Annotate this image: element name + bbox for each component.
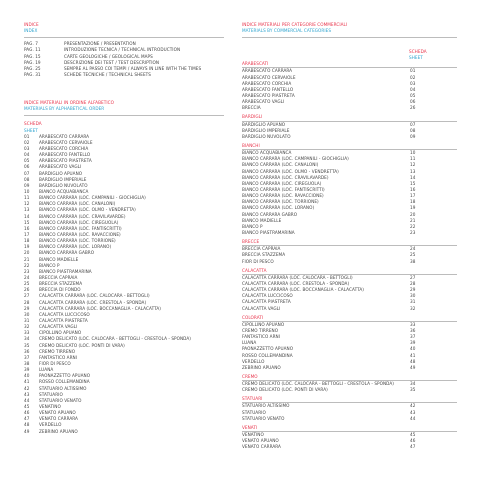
category-item[interactable]: CALACATTA LUCCICOSO 30 <box>242 293 416 299</box>
category-item[interactable]: STATUARIO ALTISSIMO 42 <box>242 403 416 409</box>
category-item[interactable]: ARABESCATO VAGLI 06 <box>242 99 416 105</box>
sheet-label-it: SCHEDA <box>409 49 427 54</box>
material-row[interactable]: 46 VENATO APUANO <box>24 410 76 416</box>
material-row[interactable]: 42 STATUARIO ALTISSIMO <box>24 385 87 391</box>
material-row[interactable]: 05 ARABESCATO PIASTRETA <box>24 158 92 164</box>
category-item[interactable]: BIANCO CARRARA (LOC. LORANO) 19 <box>242 205 416 211</box>
category-name: STATUARI <box>242 396 263 402</box>
material-row[interactable]: 31 CALACATTA PIASTRETA <box>24 318 88 323</box>
index-row[interactable]: PAG. 7 PRESENTAZIONE / PRESENTATION <box>24 41 136 47</box>
material-row[interactable]: 45 VENATINO <box>24 403 61 409</box>
category-bardigli <box>242 114 457 140</box>
category-item[interactable]: ARABESCATO CARRARA 01 <box>242 68 416 74</box>
category-item[interactable]: BARDIGLIO IMPERIALE 08 <box>242 127 416 133</box>
category-venati <box>242 425 457 451</box>
category-item[interactable]: CREMO DELICATO (LOC. PONTI DI VARA) 35 <box>242 387 416 393</box>
category-item[interactable]: BIANCO P 22 <box>242 223 416 229</box>
category-item[interactable]: STATUARIO VENATO 44 <box>242 415 416 421</box>
category-item[interactable]: BIANCO CARRARA (LOC. CANALONI) 12 <box>242 162 416 168</box>
alpha-title-it: INDICE MATERIALI IN ORDINE ALFABETICO <box>24 100 114 106</box>
category-title-en: MATERIALS BY COMMERCIAL CATEGORIES <box>242 28 332 34</box>
category-item[interactable]: PAONAZZETTO APUANO 40 <box>242 346 416 352</box>
material-row[interactable]: 11 BIANCO CARRARA (LOC. CAMPANILI - GIOCHIGLIA) <box>24 195 146 201</box>
category-item[interactable]: CREMO TIRRENO 36 <box>242 327 416 333</box>
material-row[interactable]: 19 BIANCO CARRARA (LOC. LORANO) <box>24 244 112 250</box>
category-item[interactable]: CREMO DELICATO (LOC. CALOCARA - BETTOGLI - CRESTOLA - SPONDA) 34 <box>242 381 416 387</box>
material-row[interactable]: 26 BRECCIA DI FONDO <box>24 287 81 293</box>
sheet-header <box>409 49 427 61</box>
category-name: CALACATTA <box>242 267 267 273</box>
category-name: CREMO <box>242 373 258 379</box>
material-row[interactable]: 29 CALACATTA CARRARA (LOC. BOCCANAGLIA - CALACATTA) <box>24 305 161 311</box>
material-row[interactable]: 08 BARDIGLIO IMPERIALE <box>24 176 87 182</box>
category-name: COLORATI <box>242 314 264 320</box>
category-item[interactable]: CALACATTA CARRARA (LOC. CALOCARA - BETTOGLI) 27 <box>242 274 416 280</box>
material-row[interactable]: 07 BARDIGLIO APUANO <box>24 170 83 176</box>
material-row[interactable]: 39 LUANA <box>24 367 54 373</box>
category-item[interactable]: BIANCO CARRARA (LOC. RAVACCIONE) 17 <box>242 193 416 199</box>
category-item[interactable]: BRECCIA STAZZEMA 25 <box>242 252 416 258</box>
category-item[interactable]: BRECCIA CAPRAIA 24 <box>242 246 416 252</box>
category-item[interactable]: VENATO CARRARA 47 <box>242 444 416 450</box>
category-name: BARDIGLI <box>242 114 263 120</box>
category-item[interactable]: FIOR DI PESCO 38 <box>242 258 416 264</box>
category-name: VENATI <box>242 424 258 430</box>
material-row[interactable]: 33 CIPOLLINO APUANO <box>24 330 82 336</box>
material-row[interactable]: 23 BIANCO PIASTRAMARINA <box>24 268 92 274</box>
category-item[interactable]: VENATINO 45 <box>242 432 416 438</box>
material-row[interactable]: 41 ROSSO COLLEMANDINA <box>24 379 90 385</box>
material-row[interactable]: 20 BIANCO CARRARA GABRO <box>24 250 95 256</box>
category-brecce <box>242 239 457 265</box>
category-name: ARABESCATI <box>242 61 269 67</box>
material-row[interactable]: 36 CREMO TIRRENO <box>24 348 76 354</box>
category-item[interactable]: CALACATTA CARRARA (LOC. BOCCANAGLIA - CALACATTA) 29 <box>242 287 416 293</box>
sheet-label-en: SHEET <box>409 55 423 61</box>
index-list <box>24 41 224 78</box>
material-row[interactable]: 28 CALACATTA CARRARA (LOC. CRESTOLA - SPONDA) <box>24 299 147 305</box>
category-item[interactable]: CALACATTA CARRARA (LOC. CRESTOLA - SPONDA) 28 <box>242 280 416 286</box>
category-item[interactable]: BARDIGLIO APUANO 07 <box>242 121 416 127</box>
material-row[interactable]: 22 BIANCO P <box>24 262 60 268</box>
right-column <box>242 22 457 450</box>
category-item[interactable]: CALACATTA PIASTRETA 31 <box>242 299 416 305</box>
material-row[interactable]: 18 BIANCO CARRARA (LOC. TORRIONE) <box>24 238 116 244</box>
material-row[interactable]: 35 CREMO DELICATO (LOC. PONTI DI VARA) <box>24 342 125 348</box>
material-row[interactable]: 15 BIANCO CARRARA (LOC. CIREGUOLA) <box>24 219 119 225</box>
category-name: BIANCHI <box>242 143 260 148</box>
category-bianchi <box>242 143 457 236</box>
category-list <box>242 61 457 450</box>
sheet-label-it: SCHEDA <box>24 121 42 127</box>
material-row[interactable]: 02 ARABESCATO CERVAIOLE <box>24 139 93 145</box>
index-title-it: INDICE <box>24 22 39 27</box>
category-cremo <box>242 374 457 393</box>
category-colorati <box>242 315 457 371</box>
material-row[interactable]: 04 ARABESCATO FANTELLO <box>24 152 91 158</box>
alpha-list <box>24 134 224 435</box>
category-item[interactable]: STATUARIO 43 <box>242 409 416 415</box>
material-row[interactable]: 44 STATUARIO VENATO <box>24 397 82 403</box>
category-calacatta <box>242 268 457 312</box>
category-item[interactable]: LUANA 39 <box>242 340 416 346</box>
category-name: BRECCE <box>242 239 260 245</box>
material-row[interactable]: 10 BIANCO ACQUABIANCA <box>24 189 89 195</box>
category-item[interactable]: BIANCO CARRARA (LOC. OLMO - VENDRETTA) 13 <box>242 168 416 174</box>
material-row[interactable]: 34 CREMO DELICATO (LOC. CALOCARA - BETTOGLI - CRESTOLA - SPONDA) <box>24 336 191 342</box>
material-row[interactable]: 30 CALACATTA LUCCICOSO <box>24 311 90 317</box>
material-row[interactable]: 06 ARABESCATO VAGLI <box>24 164 82 170</box>
category-item[interactable]: FANTASTICO ARNI 37 <box>242 334 416 340</box>
index-title-en: INDEX <box>24 28 38 34</box>
category-item[interactable]: BIANCO CARRARA (LOC. TORRIONE) 18 <box>242 199 416 205</box>
category-item[interactable]: ZEBRINO APUANO 49 <box>242 364 416 370</box>
category-arabescati <box>242 61 457 111</box>
material-row[interactable]: 49 ZEBRINO APUANO <box>24 428 78 434</box>
category-item[interactable]: BIANCO ACQUABIANCA 10 <box>242 150 416 156</box>
index-row[interactable]: PAG. 15 CARTE GEOLOGICHE / GEOLOGICAL MAPS <box>24 53 153 59</box>
alpha-section <box>24 100 224 435</box>
category-item[interactable]: BIANCO CARRARA (LOC. CRAVILAVARDE) 14 <box>242 174 416 180</box>
material-row[interactable]: 09 BARDIGLIO NUVOLATO <box>24 182 88 188</box>
alpha-title-en: MATERIALS BY ALPHABETICAL ORDER <box>24 106 105 112</box>
category-item[interactable]: BIANCO PIASTRAMARINA 23 <box>242 229 416 235</box>
category-item[interactable]: ROSSO COLLEMANDINA 41 <box>242 352 416 358</box>
material-row[interactable]: 17 BIANCO CARRARA (LOC. RAVACCIONE) <box>24 232 121 238</box>
category-item[interactable]: ARABESCATO PIASTRETA 05 <box>242 93 416 99</box>
material-row[interactable]: 01 ARABESCATO CARRARA <box>24 133 90 139</box>
category-item[interactable]: VENATO APUANO 46 <box>242 438 416 444</box>
material-row[interactable]: 38 FIOR DI PESCO <box>24 360 71 366</box>
index-row[interactable]: PAG. 19 DESCRIZIONE DEI TEST / TEST DESCRIPTION <box>24 59 160 65</box>
category-item[interactable]: BIANCO CARRARA (LOC. FANTISCRITTI) 16 <box>242 186 416 192</box>
category-item[interactable]: CIPOLLINO APUANO 33 <box>242 321 416 327</box>
material-row[interactable]: 47 VENATO CARRARA <box>24 416 78 422</box>
index-row[interactable]: PAG. 11 INTRODUZIONE TECNICA / TECHNICAL INTRODUCTION <box>24 47 181 53</box>
material-row[interactable]: 14 BIANCO CARRARA (LOC. CRAVILAVARDE) <box>24 213 126 219</box>
category-item[interactable]: BIANCO CARRARA (LOC. CAMPANILI - GIOCHIGLIA) 11 <box>242 156 416 162</box>
category-item[interactable]: ARABESCATO CORCHIA 03 <box>242 80 416 86</box>
material-row[interactable]: 21 BIANCO MADIELLE <box>24 256 79 262</box>
material-row[interactable]: 27 CALACATTA CARRARA (LOC. CALOCARA - BETTOGLI) <box>24 293 150 299</box>
material-row[interactable]: 25 BRECCIA STAZZEMA <box>24 281 83 287</box>
material-row[interactable]: 24 BRECCIA CAPRAIA <box>24 275 78 281</box>
category-item[interactable]: CALACATTA VAGLI 32 <box>242 305 416 311</box>
material-row[interactable]: 48 VERDELLO <box>24 422 62 428</box>
divider <box>24 115 224 116</box>
material-row[interactable]: 32 CALACATTA VAGLI <box>24 324 78 330</box>
category-item[interactable]: BIANCO CARRARA GABRO 20 <box>242 211 416 217</box>
category-item[interactable]: VERDELLO 48 <box>242 358 416 364</box>
material-row[interactable]: 16 BIANCO CARRARA (LOC. FANTISCRITTI) <box>24 225 122 231</box>
category-item[interactable]: BIANCO CARRARA (LOC. CIREGUOLA) 15 <box>242 180 416 186</box>
material-row[interactable]: 37 FANTASTICO ARNI <box>24 354 78 360</box>
divider <box>24 37 224 38</box>
material-row[interactable]: 03 ARABESCATO CORCHIA <box>24 146 89 152</box>
index-row[interactable]: PAG. 31 SCHEDE TECNICHE / TECHNICAL SHEETS <box>24 72 151 78</box>
sheet-label-en: SHEET <box>24 127 38 133</box>
category-item[interactable]: BIANCO MADIELLE 21 <box>242 217 416 223</box>
material-row[interactable]: 40 PAONAZZETTO APUANO <box>24 373 91 379</box>
index-row[interactable]: PAG. 25 SEMPRE AL PASSO COI TEMPI / ALWAYS IN LINE WITH THE TIMES <box>24 65 202 71</box>
category-item[interactable]: ARABESCATO CERVAIOLE 02 <box>242 74 416 80</box>
category-item[interactable]: BARDIGLIO NUVOLATO 09 <box>242 133 416 139</box>
category-item[interactable]: BRECCIA 26 <box>242 105 416 111</box>
material-row[interactable]: 13 BIANCO CARRARA (LOC. OLMO - VENDRETTA) <box>24 207 136 213</box>
category-statuari <box>242 396 457 422</box>
divider <box>242 37 457 38</box>
material-row[interactable]: 43 STATUARIO <box>24 391 63 397</box>
left-column <box>24 22 224 435</box>
material-row[interactable]: 12 BIANCO CARRARA (LOC. CANALONI) <box>24 201 116 207</box>
category-title-it: INDICE MATERIALI PER CATEGORIE COMMERCIALI <box>242 22 348 27</box>
category-item[interactable]: ARABESCATO FANTELLO 04 <box>242 86 416 92</box>
